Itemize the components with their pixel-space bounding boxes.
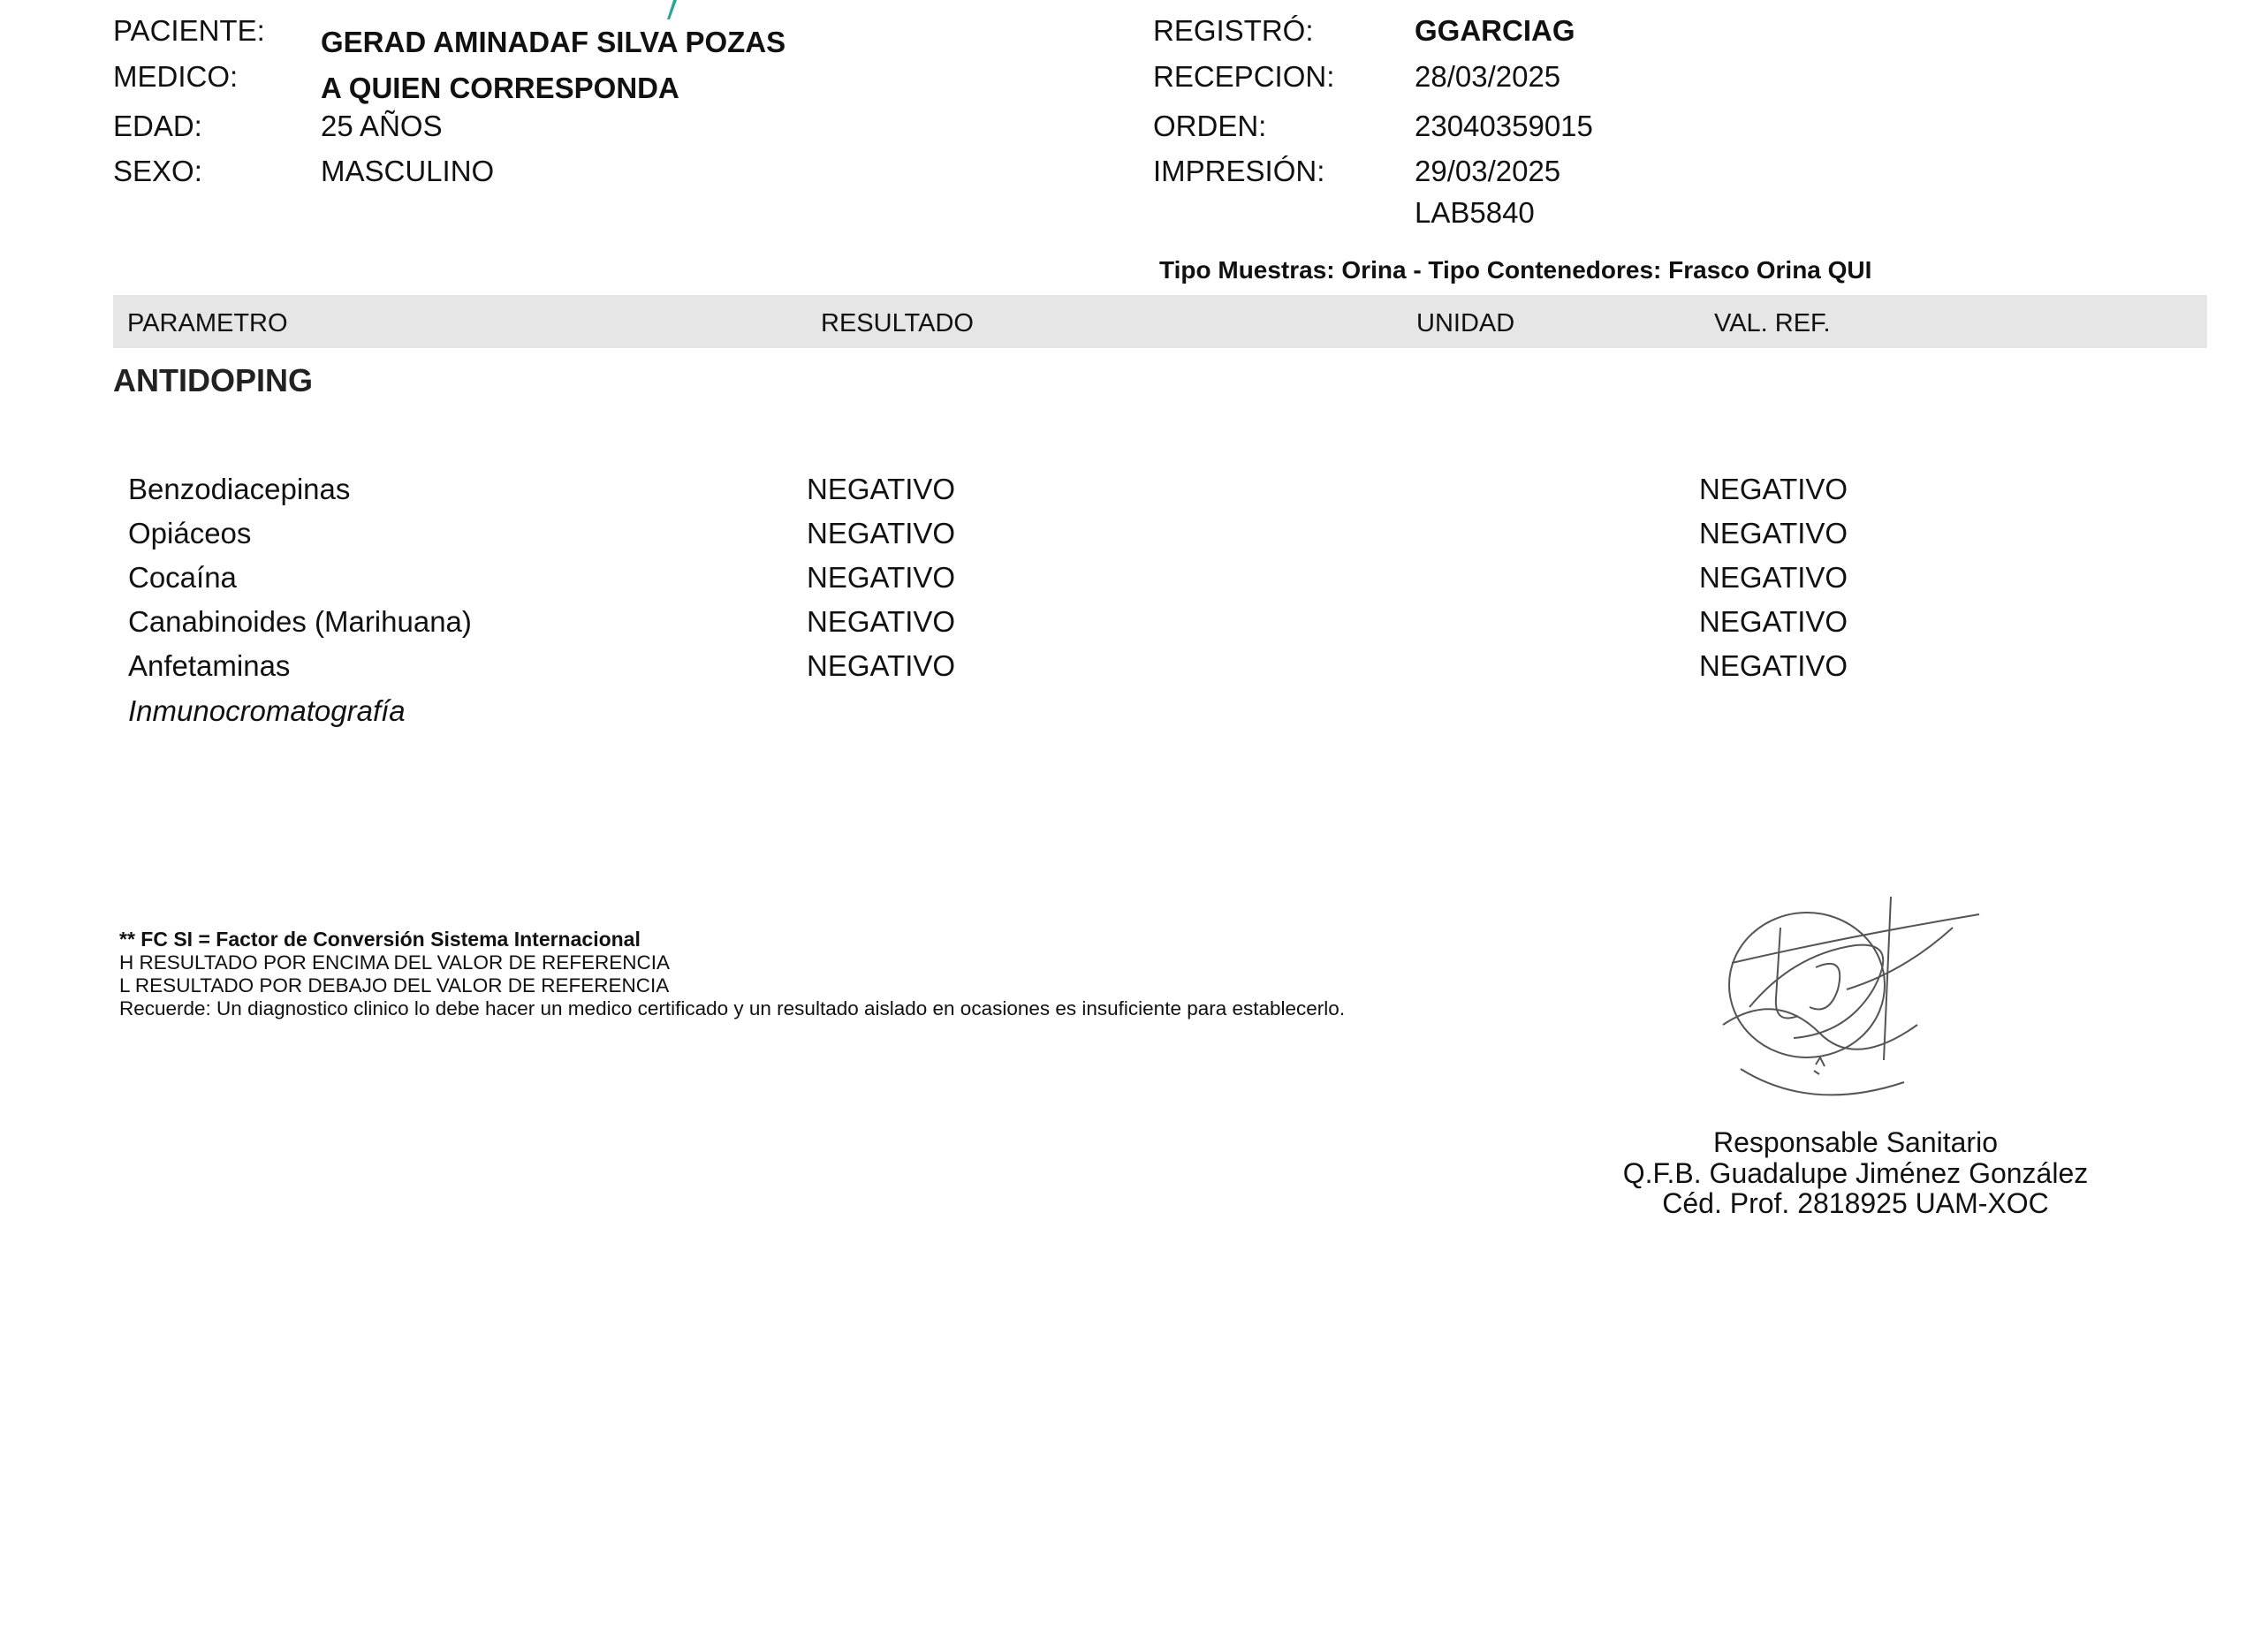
signature-image: [1714, 892, 2006, 1122]
header-parametro: PARAMETRO: [127, 309, 288, 337]
row-result: NEGATIVO: [807, 517, 956, 549]
signature-role: Responsable Sanitario: [1713, 1126, 1998, 1158]
footnote-fc: ** FC SI = Factor de Conversión Sistema Internacional: [119, 928, 641, 951]
row-param: Cocaína: [128, 561, 237, 594]
section-title: ANTIDOPING: [113, 362, 314, 398]
paciente-value: GERAD AMINADAF SILVA POZAS: [321, 26, 786, 58]
edad-value: 25 AÑOS: [321, 110, 443, 142]
header-unidad: UNIDAD: [1416, 309, 1515, 337]
lab-code: LAB5840: [1415, 196, 1535, 229]
row-ref: NEGATIVO: [1699, 473, 1848, 505]
impresion-value: 29/03/2025: [1415, 155, 1561, 187]
registro-value: GGARCIAG: [1415, 14, 1575, 47]
row-result: NEGATIVO: [807, 605, 956, 638]
row-param: Opiáceos: [128, 517, 252, 549]
footnote-l: L RESULTADO POR DEBAJO DEL VALOR DE REFERENCIA: [119, 974, 670, 997]
sexo-value: MASCULINO: [321, 155, 495, 187]
sample-info: Tipo Muestras: Orina - Tipo Contenedores: Frasco Orina QUI: [1159, 256, 1872, 284]
sexo-label: SEXO:: [113, 155, 202, 187]
paciente-label: PACIENTE:: [113, 14, 265, 47]
row-result: NEGATIVO: [807, 473, 956, 505]
row-result: NEGATIVO: [807, 649, 956, 682]
row-ref: NEGATIVO: [1699, 605, 1848, 638]
edad-label: EDAD:: [113, 110, 202, 142]
medico-label: MEDICO:: [113, 60, 239, 93]
row-param: Anfetaminas: [128, 649, 291, 682]
impresion-label: IMPRESIÓN:: [1153, 155, 1325, 187]
row-ref: NEGATIVO: [1699, 561, 1848, 594]
header-resultado: RESULTADO: [821, 309, 974, 337]
table-header: [113, 295, 2207, 348]
medico-value: A QUIEN CORRESPONDA: [321, 72, 679, 104]
orden-value: 23040359015: [1415, 110, 1593, 142]
logo-fragment-icon: [664, 0, 677, 19]
row-ref: NEGATIVO: [1699, 517, 1848, 549]
registro-label: REGISTRÓ:: [1153, 14, 1314, 47]
row-result: NEGATIVO: [807, 561, 956, 594]
footnote-reminder: Recuerde: Un diagnostico clinico lo debe hacer un medico certificado y un resultado aislado en ocasiones es insuficiente para establecerlo.: [119, 997, 1346, 1019]
recepcion-value: 28/03/2025: [1415, 60, 1561, 93]
signature-license: Céd. Prof. 2818925 UAM-XOC: [1662, 1187, 2049, 1219]
recepcion-label: RECEPCION:: [1153, 60, 1335, 93]
signature-name: Q.F.B. Guadalupe Jiménez González: [1622, 1157, 2089, 1189]
header-val-ref: VAL. REF.: [1714, 309, 1831, 337]
footnote-h: H RESULTADO POR ENCIMA DEL VALOR DE REFERENCIA: [119, 951, 671, 974]
method-note: Inmunocromatografía: [128, 694, 406, 727]
row-param: Benzodiacepinas: [128, 473, 351, 505]
orden-label: ORDEN:: [1153, 110, 1267, 142]
row-param: Canabinoides (Marihuana): [128, 605, 472, 638]
row-ref: NEGATIVO: [1699, 649, 1848, 682]
